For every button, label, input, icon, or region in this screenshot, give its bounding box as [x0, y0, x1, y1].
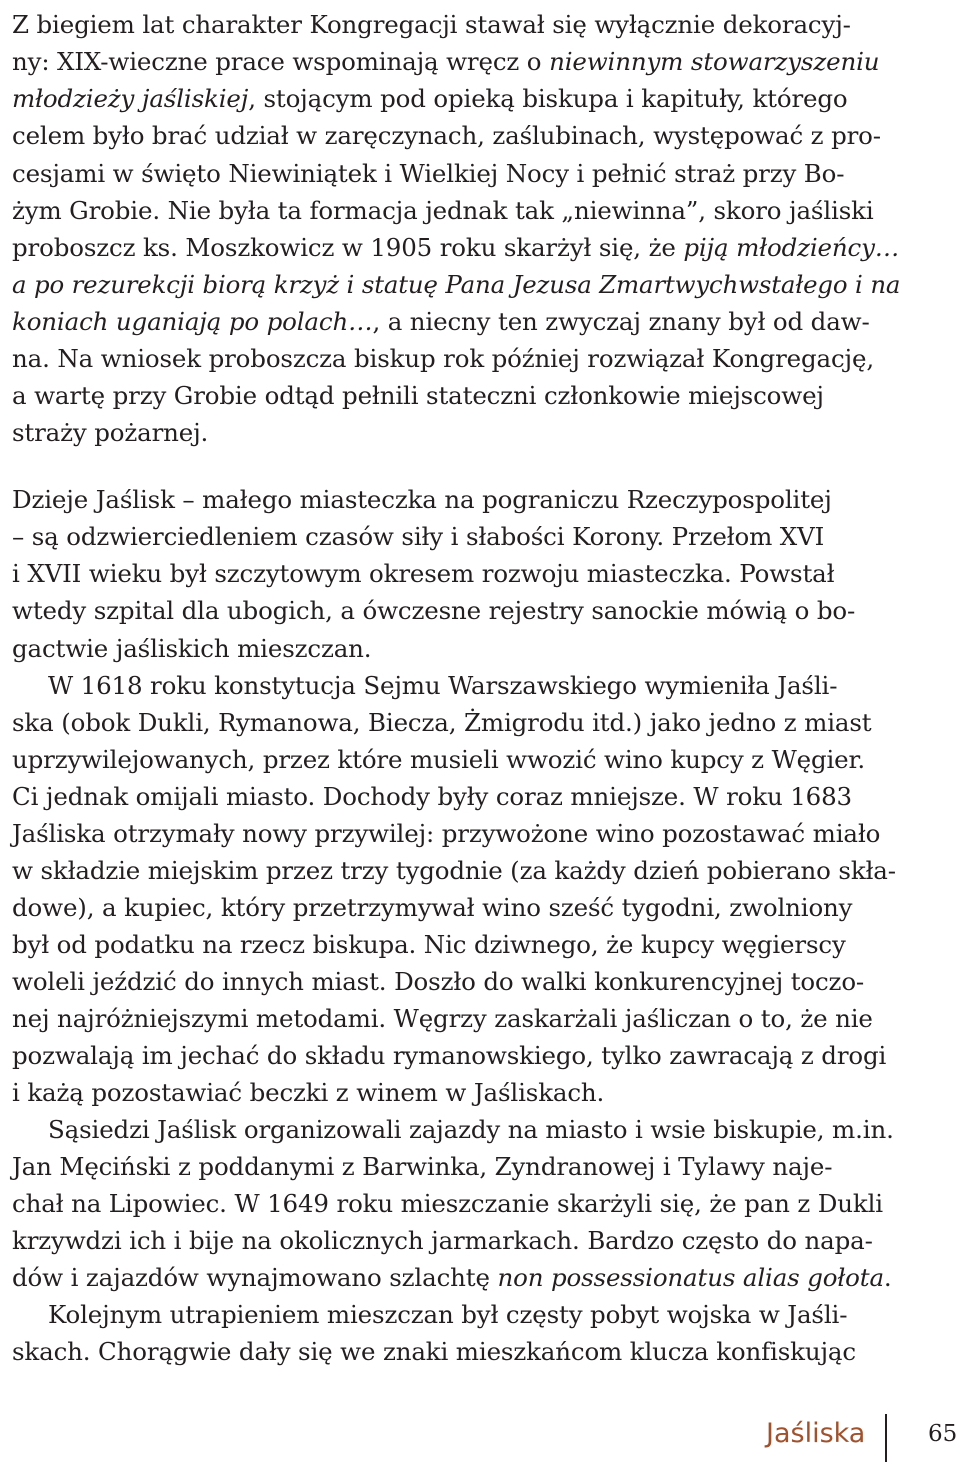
text-line: a po rezurekcji biorą krzyż i statuę Pana Jezusa Zmartwychwstałego i na — [12, 270, 901, 299]
text-line: dowe), a kupiec, który przetrzymywał wino sześć tygodni, zwolniony — [12, 893, 853, 922]
text-line: nej najróżniejszymi metodami. Węgrzy zaskarżali jaśliczan o to, że nie — [12, 1004, 873, 1033]
footer-divider — [885, 1414, 887, 1462]
text-line: uprzywilejowanych, przez które musieli wwozić wino kupcy z Węgier. — [12, 745, 866, 774]
text-line: skach. Chorągwie dały się we znaki mieszkańcom klucza konfiskując — [12, 1337, 856, 1366]
text-line: i XVII wieku był szczytowym okresem rozwoju miasteczka. Powstał — [12, 559, 835, 588]
text-line: Jan Męciński z poddanymi z Barwinka, Zyndranowej i Tylawy naje- — [12, 1152, 833, 1181]
text-line: wtedy szpital dla ubogich, a ówczesne rejestry sanockie mówią o bo- — [12, 596, 856, 625]
text-line: chał na Lipowiec. W 1649 roku mieszczanie skarżyli się, że pan z Dukli — [12, 1189, 883, 1218]
text-line: gactwie jaśliskich mieszczan. — [12, 634, 372, 663]
text-line: celem było brać udział w zaręczynach, zaślubinach, występować z pro- — [12, 121, 881, 150]
text-line: woleli jeździć do innych miast. Doszło do walki konkurencyjnej toczo- — [12, 967, 865, 996]
text-line: W 1618 roku konstytucja Sejmu Warszawskiego wymieniła Jaśli- — [48, 671, 838, 700]
text-line: ny: XIX-wieczne prace wspominają wręcz o niewinnym stowarzyszeniu — [12, 47, 880, 76]
text-line: na. Na wniosek proboszcza biskup rok później rozwiązał Kongregację, — [12, 344, 874, 373]
page-number: 65 — [928, 1421, 958, 1447]
text-line: i każą pozostawiać beczki z winem w Jaśliskach. — [12, 1078, 605, 1107]
text-line: był od podatku na rzecz biskupa. Nic dziwnego, że kupcy węgierscy — [12, 930, 846, 959]
text-line: proboszcz ks. Moszkowicz w 1905 roku skarżył się, że piją młodzieńcy… — [12, 233, 900, 262]
text-line: żym Grobie. Nie była ta formacja jednak tak „niewinna”, skoro jaśliski — [12, 196, 874, 225]
text-line: a wartę przy Grobie odtąd pełnili stateczni członkowie miejscowej — [12, 381, 824, 410]
text-line: dów i zajazdów wynajmowano szlachtę non possessionatus alias gołota. — [12, 1263, 892, 1292]
text-line: w składzie miejskim przez trzy tygodnie (za każdy dzień pobierano skła- — [12, 856, 896, 885]
text-line: pozwalają im jechać do składu rymanowskiego, tylko zawracają z drogi — [12, 1041, 887, 1070]
text-line: ska (obok Dukli, Rymanowa, Biecza, Żmigrodu itd.) jako jedno z miast — [12, 708, 872, 737]
text-line: – są odzwierciedleniem czasów siły i słabości Korony. Przełom XVI — [12, 522, 825, 551]
text-line: Dzieje Jaślisk – małego miasteczka na pograniczu Rzeczypospolitej — [12, 485, 832, 514]
text-line: Kolejnym utrapieniem mieszczan był częsty pobyt wojska w Jaśli- — [48, 1300, 848, 1329]
text-line: cesjami w święto Niewiniątek i Wielkiej Nocy i pełnić straż przy Bo- — [12, 159, 845, 188]
text-line: koniach uganiają po polach…, a niecny ten zwyczaj znany był od daw- — [12, 307, 870, 336]
text-line: młodzieży jaśliskiej, stojącym pod opieką biskupa i kapituły, którego — [12, 84, 848, 113]
text-line: Sąsiedzi Jaślisk organizowali zajazdy na miasto i wsie biskupie, m.in. — [48, 1115, 894, 1144]
text-line: Z biegiem lat charakter Kongregacji stawał się wyłącznie dekoracyj- — [12, 10, 851, 39]
running-footer-title: Jaśliska — [766, 1418, 866, 1449]
text-line: Ci jednak omijali miasto. Dochody były coraz mniejsze. W roku 1683 — [12, 782, 852, 811]
text-line: Jaśliska otrzymały nowy przywilej: przywożone wino pozostawać miało — [12, 819, 881, 848]
text-line: straży pożarnej. — [12, 418, 209, 447]
text-line: krzywdzi ich i bije na okolicznych jarmarkach. Bardzo często do napa- — [12, 1226, 873, 1255]
